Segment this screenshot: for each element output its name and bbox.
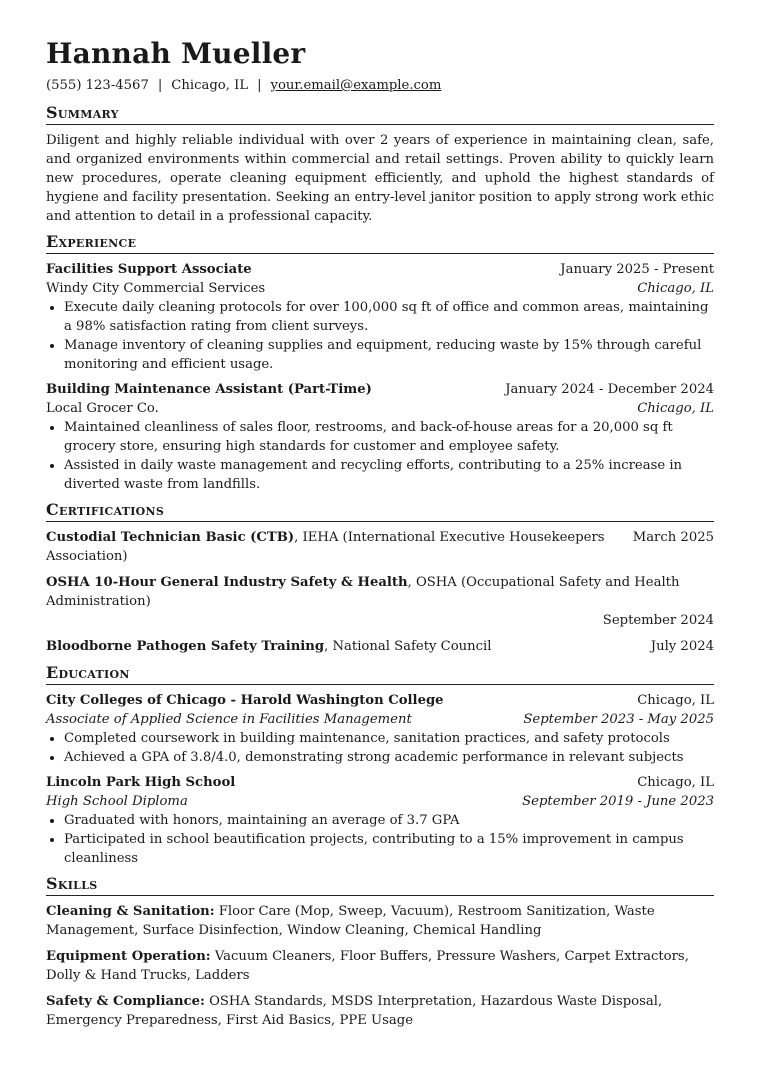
school-location: Chicago, IL — [637, 775, 714, 790]
job-title: Facilities Support Associate — [46, 262, 252, 277]
education-dates: September 2023 - May 2025 — [523, 712, 714, 727]
bullet-item: • Graduated with honors, maintaining an average of 3.7 GPA — [64, 811, 714, 830]
certification-date: March 2025 — [632, 530, 714, 545]
phone-number: (555) 123-4567 — [46, 78, 149, 93]
skill-items: Vacuum Cleaners, Floor Buffers, Pressure Washers, Carpet Extractors, Dolly & Hand Trucks, Ladders — [46, 949, 689, 983]
email-link[interactable]: your.email@example.com — [270, 78, 442, 93]
separator: | — [157, 78, 163, 93]
company-name: Windy City Commercial Services — [46, 281, 266, 296]
skill-group — [46, 947, 714, 985]
school-name: Lincoln Park High School — [46, 775, 236, 790]
certification-item — [46, 637, 714, 656]
education-bullets — [46, 811, 714, 868]
job-dates: January 2025 - Present — [560, 262, 714, 277]
separator: | — [257, 78, 262, 93]
bullet-item: • Maintained cleanliness of sales floor, restrooms, and back-of-house areas for a 20,000 sq ft grocery store, ensuring high standards for customer and employee safety. — [64, 418, 714, 456]
location: Chicago, IL — [171, 78, 249, 93]
section-title-education: Education — [46, 663, 714, 685]
job-title: Building Maintenance Assistant (Part-Time) — [46, 382, 372, 397]
education-bullets — [46, 729, 714, 767]
degree: Associate of Applied Science in Facilities Management — [46, 712, 412, 727]
degree: High School Diploma — [46, 794, 188, 809]
education-entry — [46, 773, 714, 868]
skill-label: Equipment Operation: — [46, 949, 211, 964]
section-title-summary: Summary — [46, 103, 714, 125]
bullet-item: • Manage inventory of cleaning supplies and equipment, reducing waste by 15% through careful monitoring and efficient usage. — [64, 336, 714, 374]
summary-text: Diligent and highly reliable individual with over 2 years of experience in maintaining clean, safe, and organized environments within commercial and retail settings. Proven ability to quickly learn new procedures, operate cleaning equipment efficiently, and uphold the highest standards of hygiene and facility presentation. Seeking an entry-level janitor position to apply strong work ethic and attention to detail in a professional capacity. — [46, 133, 714, 224]
certification-date: September 2024 — [602, 613, 714, 628]
education-dates: September 2019 - June 2023 — [522, 794, 714, 809]
job-bullets — [46, 298, 714, 374]
job-dates: January 2024 - December 2024 — [505, 382, 714, 397]
certification-name: Custodial Technician Basic (CTB) — [46, 530, 295, 545]
bullet-item: • Achieved a GPA of 3.8/4.0, demonstrating strong academic performance in relevant subjects — [64, 748, 714, 767]
certification-issuer: , IEHA (International Executive Housekeepers Association) — [46, 530, 605, 564]
certification-name: OSHA 10-Hour General Industry Safety & Health — [46, 575, 408, 590]
company-name: Local Grocer Co. — [46, 401, 159, 416]
education-entry — [46, 691, 714, 767]
bullet-item: • Completed coursework in building maintenance, sanitation practices, and safety protocols — [64, 729, 714, 748]
job-entry — [46, 260, 714, 374]
section-title-certifications: Certifications — [46, 500, 714, 522]
school-name: City Colleges of Chicago - Harold Washington College — [46, 693, 444, 708]
certification-item — [46, 573, 714, 630]
bullet-item: • Participated in school beautification projects, contributing to a 15% improvement in campus cleanliness — [64, 830, 714, 868]
contact-line — [46, 76, 714, 95]
job-entry — [46, 380, 714, 494]
skill-label: Safety & Compliance: — [46, 994, 205, 1009]
certification-item — [46, 528, 714, 566]
section-title-skills: Skills — [46, 874, 714, 896]
certification-issuer: , National Safety Council — [324, 639, 492, 654]
section-title-experience: Experience — [46, 232, 714, 254]
certification-date: July 2024 — [650, 639, 714, 654]
certification-name: Bloodborne Pathogen Safety Training — [46, 639, 325, 654]
skill-items: Floor Care (Mop, Sweep, Vacuum), Restroom Sanitization, Waste Management, Surface Disinfection, Window Cleaning, Chemical Handling — [46, 904, 655, 938]
skill-group — [46, 992, 714, 1030]
school-location: Chicago, IL — [637, 693, 714, 708]
skill-group — [46, 902, 714, 940]
skill-label: Cleaning & Sanitation: — [46, 904, 215, 919]
job-location: Chicago, IL — [637, 281, 714, 296]
candidate-name: Hannah Mueller — [46, 37, 306, 70]
bullet-item: • Assisted in daily waste management and recycling efforts, contributing to a 25% increase in diverted waste from landfills. — [64, 456, 714, 494]
certification-issuer: , OSHA (Occupational Safety and Health Administration) — [46, 575, 680, 609]
bullet-item: • Execute daily cleaning protocols for over 100,000 sq ft of office and common areas, maintaining a 98% satisfaction rating from client surveys. — [64, 298, 714, 336]
skill-items: OSHA Standards, MSDS Interpretation, Hazardous Waste Disposal, Emergency Preparedness, First Aid Basics, PPE Usage — [46, 994, 663, 1028]
job-bullets — [46, 418, 714, 494]
job-location: Chicago, IL — [637, 401, 714, 416]
